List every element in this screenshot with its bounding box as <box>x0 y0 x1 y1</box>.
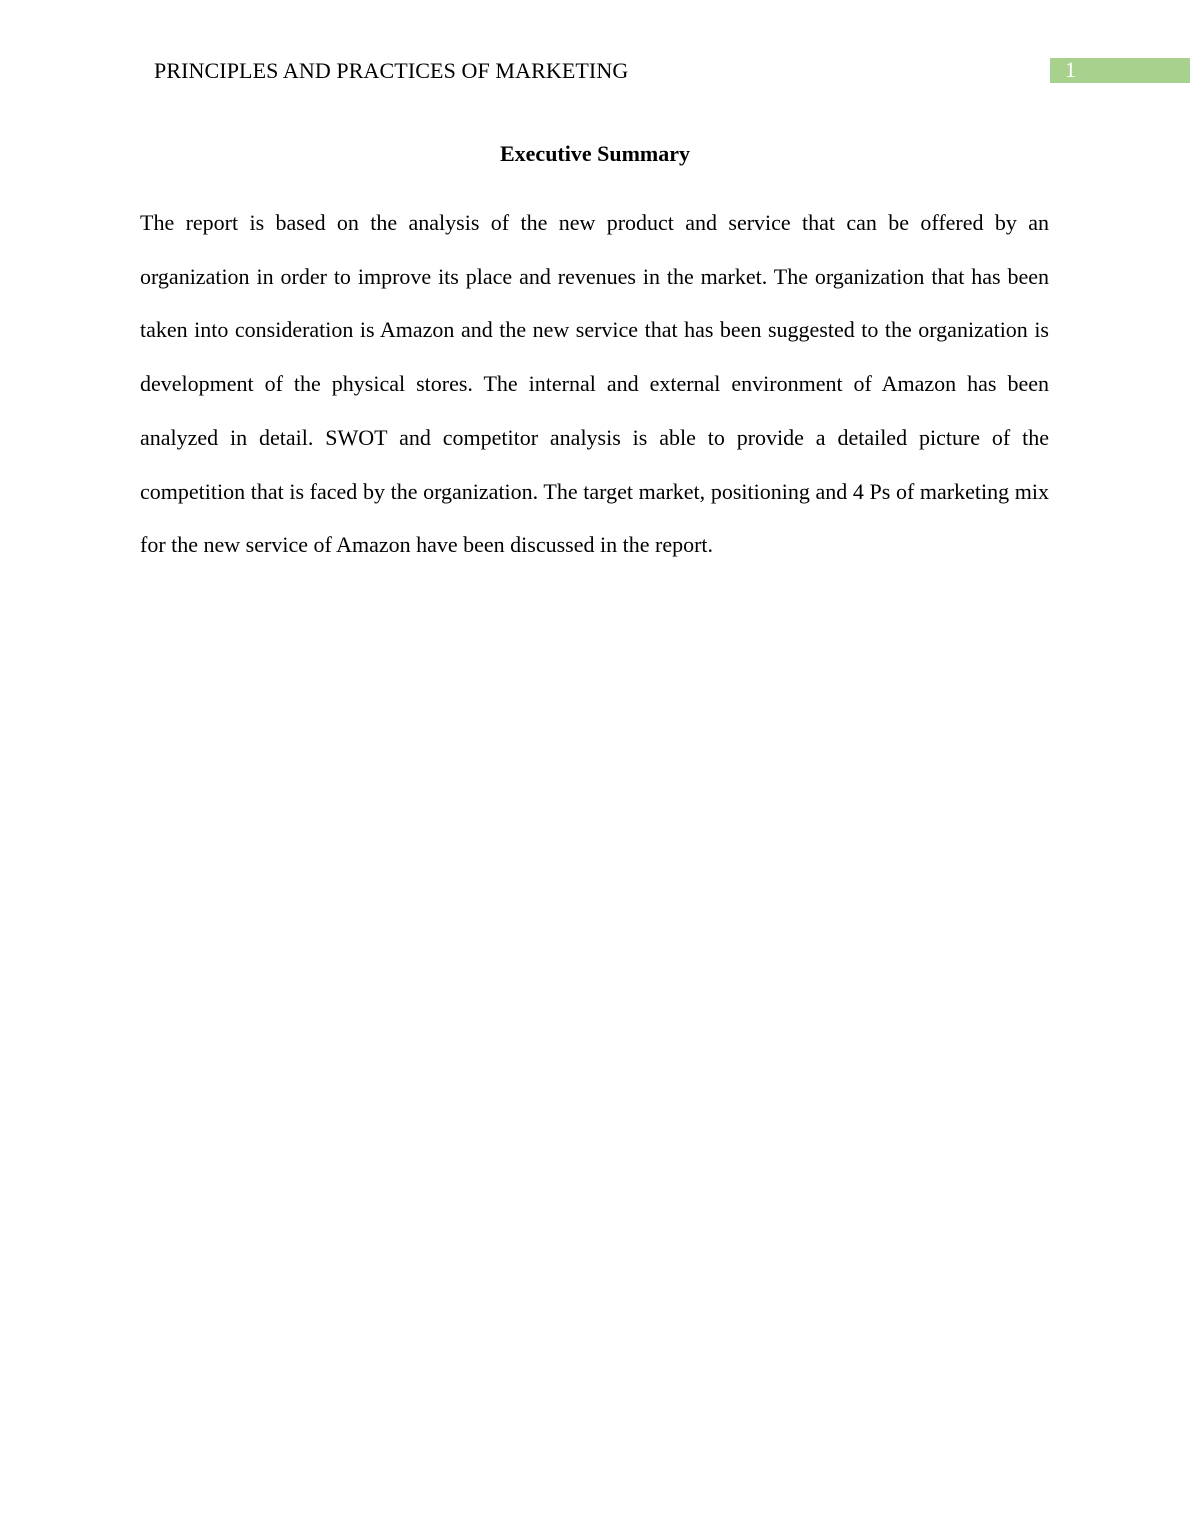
summary-paragraph: The report is based on the analysis of the new product and service that can be offered by an organization in order to improve its place and revenues in the market. The organization that has been taken into consideration is Amazon and the new service that has been suggested to the organization is development of the physical stores. The internal and external environment of Amazon has been analyzed in detail. SWOT and competitor analysis is able to provide a detailed picture of the competition that is faced by the organization. The target market, positioning and 4 Ps of marketing mix for the new service of Amazon have been discussed in the report. <box>140 210 1049 558</box>
page-number-badge <box>1050 58 1190 83</box>
section-title: Executive Summary <box>499 141 691 166</box>
page-number: 1 <box>1065 57 1076 82</box>
running-head: PRINCIPLES AND PRACTICES OF MARKETING <box>154 58 629 83</box>
